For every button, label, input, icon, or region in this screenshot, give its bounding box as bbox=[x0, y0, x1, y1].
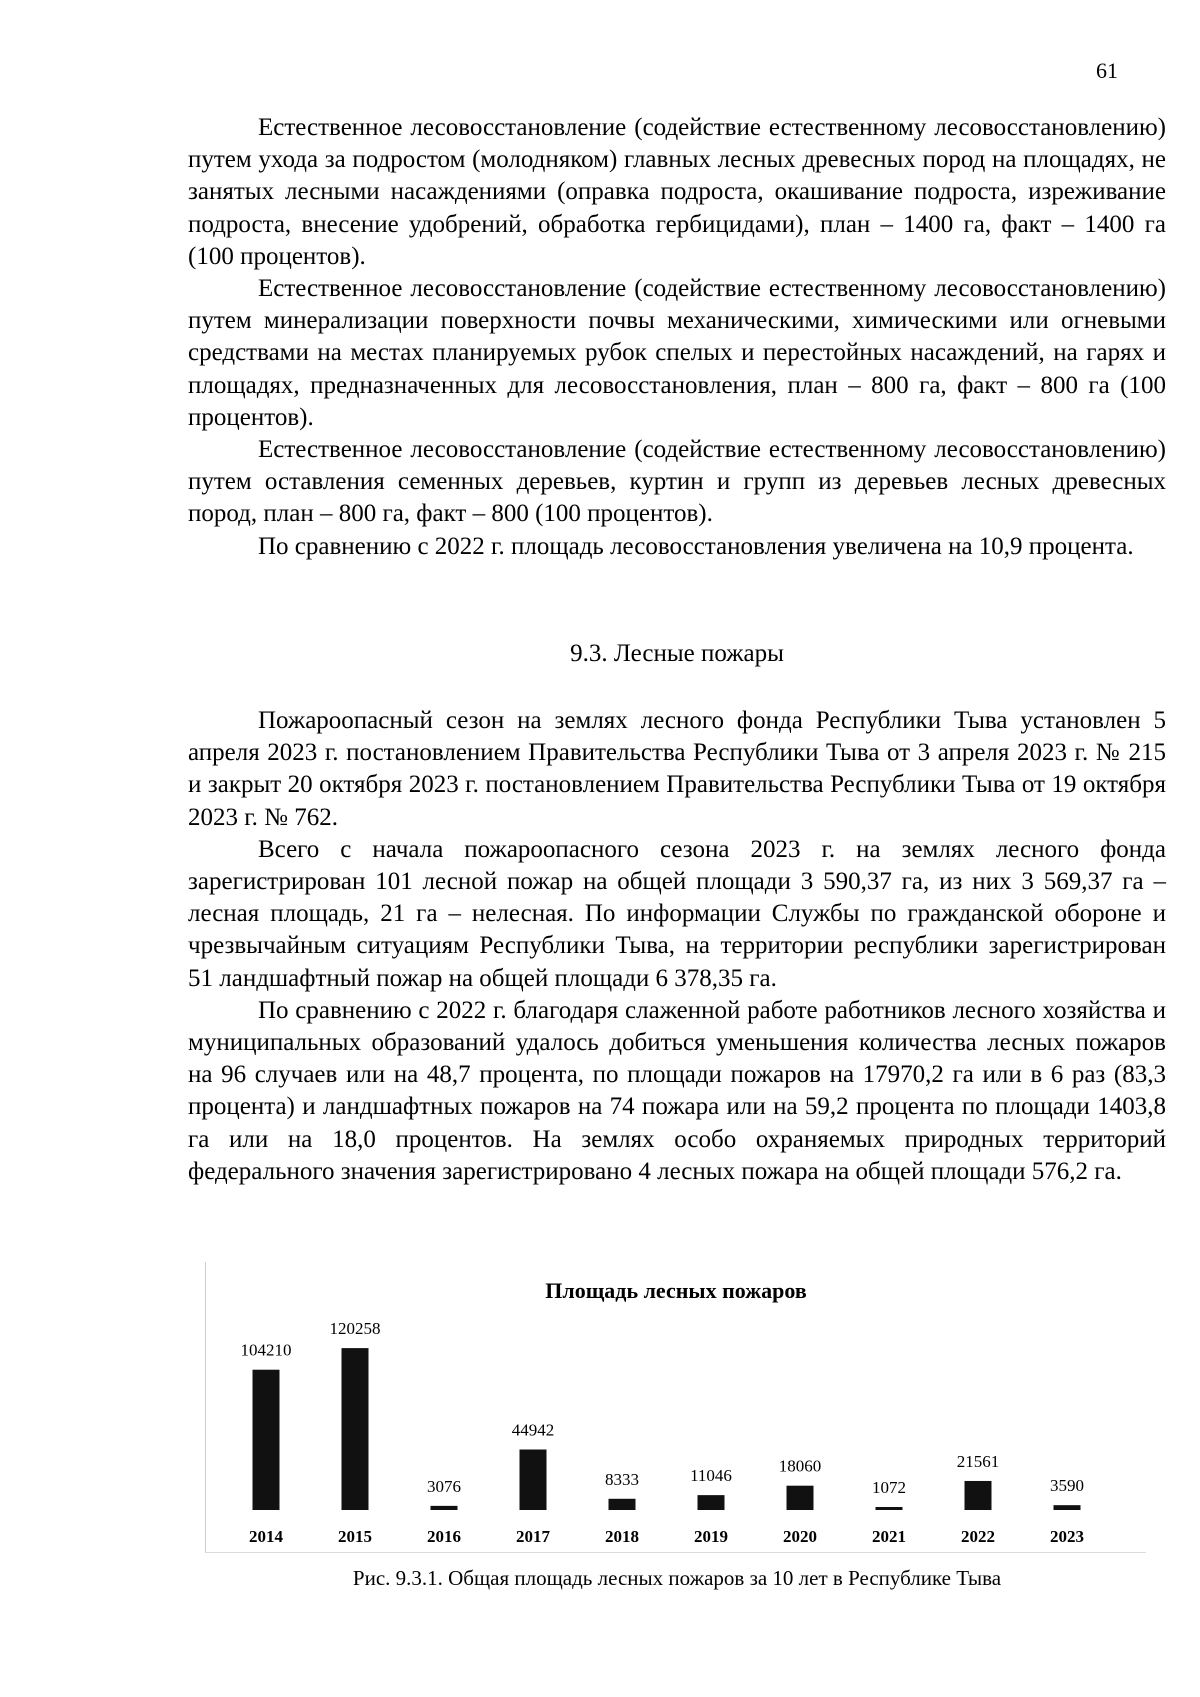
data-label-2015: 120258 bbox=[329, 1319, 381, 1339]
x-tick-label-2020: 2020 bbox=[783, 1527, 817, 1546]
data-label-2019: 11046 bbox=[690, 1466, 732, 1486]
chart-title: Площадь лесных пожаров bbox=[545, 1278, 807, 1303]
x-tick-label-2016: 2016 bbox=[427, 1527, 461, 1546]
data-label-2017: 44942 bbox=[511, 1420, 555, 1440]
bar-2020 bbox=[787, 1486, 814, 1510]
data-label-2016: 3076 bbox=[427, 1476, 461, 1496]
bar-2021 bbox=[876, 1507, 903, 1510]
bar-2018 bbox=[609, 1499, 636, 1510]
paragraph: Пожароопасный сезон на землях лесного фонда Республики Тыва установлен 5 апреля 2023 г. постановлением Правительства Республики Тыва от 3 апреля 2023 г. № 215 и закрыт 20 октября 2023 г. постановлением Правительства Республики Тыва от 19 октября 2023 г. № 762. bbox=[188, 707, 1166, 831]
fire-area-chart bbox=[206, 1262, 1146, 1552]
x-tick-label-2014: 2014 bbox=[249, 1527, 283, 1546]
bar-2015 bbox=[342, 1348, 369, 1510]
section-title: 9.3. Лесные пожары bbox=[570, 640, 784, 667]
bar-2014 bbox=[253, 1370, 280, 1510]
bar-2023 bbox=[1054, 1505, 1081, 1510]
paragraph: Естественное лесовосстановление (содействие естественному лесовосстановлению) путем минерализации поверхности почвы механическими, химическими или огневыми средствами на местах планируемых рубок спелых и перестойных насаждений, на гарях и площадях, предназначенных для лесовосстановления, план – 800 га, факт – 800 га (100 процентов). bbox=[188, 275, 1166, 431]
x-tick-label-2018: 2018 bbox=[605, 1527, 639, 1546]
page-number: 61 bbox=[1096, 58, 1118, 83]
paragraph: По сравнению с 2022 г. благодаря слаженной работе работников лесного хозяйства и муниципальных образований удалось добиться уменьшения количества лесных пожаров на 96 случаев или на 48,7 процента, по площади пожаров на 17970,2 га или в 6 раз (83,3 процента) и ландшафтных пожаров на 74 пожара или на 59,2 процента по площади 1403,8 га или на 18,0 процентов. На землях особо охраняемых природных территорий федерального значения зарегистрировано 4 лесных пожара на общей площади 576,2 га. bbox=[188, 996, 1166, 1185]
paragraph: Всего с начала пожароопасного сезона 2023 г. на землях лесного фонда зарегистрирован 101 лесной пожар на общей площади 3 590,37 га, из них 3 569,37 га – лесная площадь, 21 га – нелесная. По информации Службы по гражданской обороне и чрезвычайным ситуациям Республики Тыва, на территории республики зарегистрирован 51 ландшафтный пожар на общей площади 6 378,35 га. bbox=[188, 835, 1166, 992]
bar-2016 bbox=[431, 1506, 458, 1510]
x-tick-label-2015: 2015 bbox=[338, 1527, 372, 1546]
paragraph: По сравнению с 2022 г. площадь лесовосстановления увеличена на 10,9 процента. bbox=[258, 532, 1134, 560]
figure-caption: Рис. 9.3.1. Общая площадь лесных пожаров за 10 лет в Республике Тыва bbox=[352, 1566, 1002, 1590]
bar-2019 bbox=[698, 1495, 725, 1510]
bars-layer bbox=[241, 1319, 1085, 1546]
x-tick-label-2021: 2021 bbox=[872, 1527, 906, 1546]
data-label-2021: 1072 bbox=[872, 1478, 906, 1497]
paragraph: Естественное лесовосстановление (содействие естественному лесовосстановлению) путем ухода за подростом (молодняком) главных лесных древесных пород на площадях, не занятых лесными насаждениями (оправка подроста, окашивание подроста, изреживание подроста, внесение удобрений, обработка гербицидами), план – 1400 га, факт – 1400 га (100 процентов). bbox=[188, 114, 1166, 270]
body-text-bottom bbox=[188, 705, 1166, 1188]
data-label-2023: 3590 bbox=[1050, 1476, 1084, 1496]
bar-2022 bbox=[965, 1481, 992, 1510]
chart-frame bbox=[205, 1262, 1146, 1553]
paragraph: Естественное лесовосстановление (содействие естественному лесовосстановлению) путем оставления семенных деревьев, куртин и групп из деревьев лесных древесных пород, план – 800 га, факт – 800 (100 процентов). bbox=[188, 436, 1166, 528]
data-label-2014: 104210 bbox=[240, 1340, 292, 1360]
data-label-2020: 18060 bbox=[778, 1456, 822, 1476]
x-tick-label-2017: 2017 bbox=[516, 1527, 550, 1546]
data-label-2018: 8333 bbox=[605, 1469, 639, 1489]
x-tick-label-2023: 2023 bbox=[1050, 1527, 1084, 1546]
body-text-top bbox=[188, 112, 1166, 563]
bar-2017 bbox=[520, 1450, 547, 1510]
x-tick-label-2022: 2022 bbox=[961, 1527, 995, 1546]
data-label-2022: 21561 bbox=[956, 1451, 1000, 1471]
x-tick-label-2019: 2019 bbox=[694, 1527, 728, 1546]
